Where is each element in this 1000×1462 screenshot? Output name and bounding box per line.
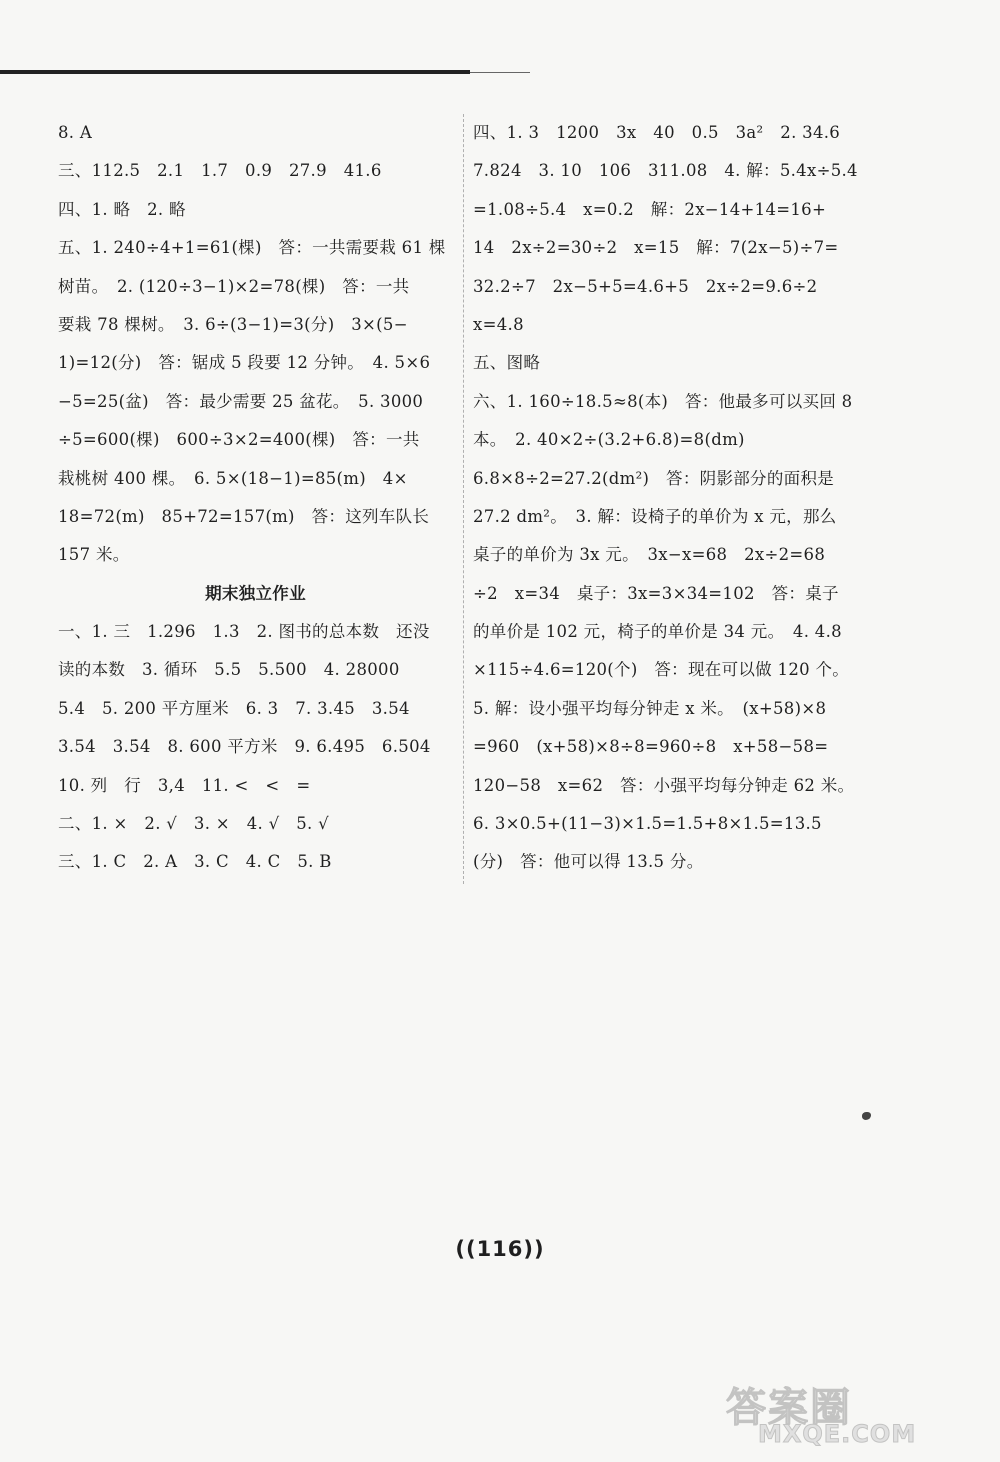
answer-line: 5. 解：设小强平均每分钟走 x 米。 (x+58)×8 (473, 698, 827, 718)
answer-line: 三、112.5 2.1 1.7 0.9 27.9 41.6 (58, 161, 382, 181)
column-divider (463, 114, 464, 884)
answer-line: 六、1. 160÷18.5≈8(本) 答：他最多可以买回 8 (473, 391, 853, 411)
right-column (473, 114, 873, 882)
answer-line: 要栽 78 棵树。 3. 6÷(3−1)=3(分) 3×(5− (58, 314, 408, 334)
answer-line: 27.2 dm²。 3. 解：设椅子的单价为 x 元，那么 (473, 506, 837, 526)
answer-line: 五、1. 240÷4+1=61(棵) 答：一共需要栽 61 棵 (58, 238, 446, 258)
answer-line: 10. 列 行 3,4 11. < < = (58, 775, 311, 795)
answer-line: =960 (x+58)×8÷8=960÷8 x+58−58= (473, 737, 829, 757)
answer-line: 树苗。 2. (120÷3−1)×2=78(棵) 答：一共 (58, 276, 410, 296)
answer-line: 1)=12(分) 答：锯成 5 段要 12 分钟。 4. 5×6 (58, 353, 431, 373)
answer-line: ÷5=600(棵) 600÷3×2=400(棵) 答：一共 (58, 430, 420, 450)
answer-line: 6. 3×0.5+(11−3)×1.5=1.5+8×1.5=13.5 (473, 814, 822, 834)
ink-speck (862, 1112, 871, 1120)
answer-line: 桌子的单价为 3x 元。 3x−x=68 2x÷2=68 (473, 545, 826, 565)
answer-line: 6.8×8÷2=27.2(dm²) 答：阴影部分的面积是 (473, 468, 835, 488)
answer-line: (分) 答：他可以得 13.5 分。 (473, 852, 704, 872)
answer-line: 的单价是 102 元，椅子的单价是 34 元。 4. 4.8 (473, 622, 842, 642)
answer-line: 三、1. C 2. A 3. C 4. C 5. B (58, 852, 332, 872)
answer-line: 32.2÷7 2x−5+5=4.6+5 2x÷2=9.6÷2 (473, 276, 818, 296)
answer-line: 二、1. × 2. √ 3. × 4. √ 5. √ (58, 814, 329, 834)
answer-line: 5.4 5. 200 平方厘米 6. 3 7. 3.45 3.54 (58, 698, 410, 718)
answer-line: 本。 2. 40×2÷(3.2+6.8)=8(dm) (473, 430, 745, 450)
answer-line: =1.08÷5.4 x=0.2 解：2x−14+14=16+ (473, 199, 827, 219)
watermark-logo (718, 1376, 980, 1446)
answer-line: 四、1. 3 1200 3x 40 0.5 3a² 2. 34.6 (473, 123, 841, 142)
section-title: 期末独立作业 (205, 583, 306, 603)
answer-line: ÷2 x=34 桌子：3x=3×34=102 答：桌子 (473, 583, 839, 603)
top-rule (0, 70, 470, 74)
answer-line: 18=72(m) 85+72=157(m) 答：这列车队长 (58, 506, 430, 526)
left-column (58, 114, 453, 882)
answer-line: 五、图略 (473, 353, 541, 373)
watermark-site: MXQE.COM (758, 1420, 917, 1448)
answer-line: −5=25(盆) 答：最少需要 25 盆花。 5. 3000 (58, 391, 424, 411)
answer-line: 一、1. 三 1.296 1.3 2. 图书的总本数 还没 (58, 622, 430, 642)
answer-line: x=4.8 (473, 314, 524, 334)
answer-line: 7.824 3. 10 106 311.08 4. 解：5.4x÷5.4 (473, 161, 858, 181)
answer-line: 157 米。 (58, 545, 130, 565)
watermark-chars: 答案圈 (726, 1385, 852, 1431)
answer-line: ×115÷4.6=120(个) 答：现在可以做 120 个。 (473, 660, 850, 680)
top-rule-extension (470, 72, 530, 73)
answer-line: 四、1. 略 2. 略 (58, 199, 186, 219)
answer-line: 读的本数 3. 循环 5.5 5.500 4. 28000 (58, 660, 400, 680)
answer-line: 8. A (58, 123, 93, 142)
page-number: ((116)) (455, 1237, 545, 1261)
answer-line: 14 2x÷2=30÷2 x=15 解：7(2x−5)÷7= (473, 238, 839, 258)
answer-line: 3.54̇ 3.5̇4̇ 8. 600 平方米 9. 6.495 6.504 (58, 737, 431, 757)
answer-line: 120−58 x=62 答：小强平均每分钟走 62 米。 (473, 775, 855, 795)
answer-line: 栽桃树 400 棵。 6. 5×(18−1)=85(m) 4× (58, 468, 408, 488)
